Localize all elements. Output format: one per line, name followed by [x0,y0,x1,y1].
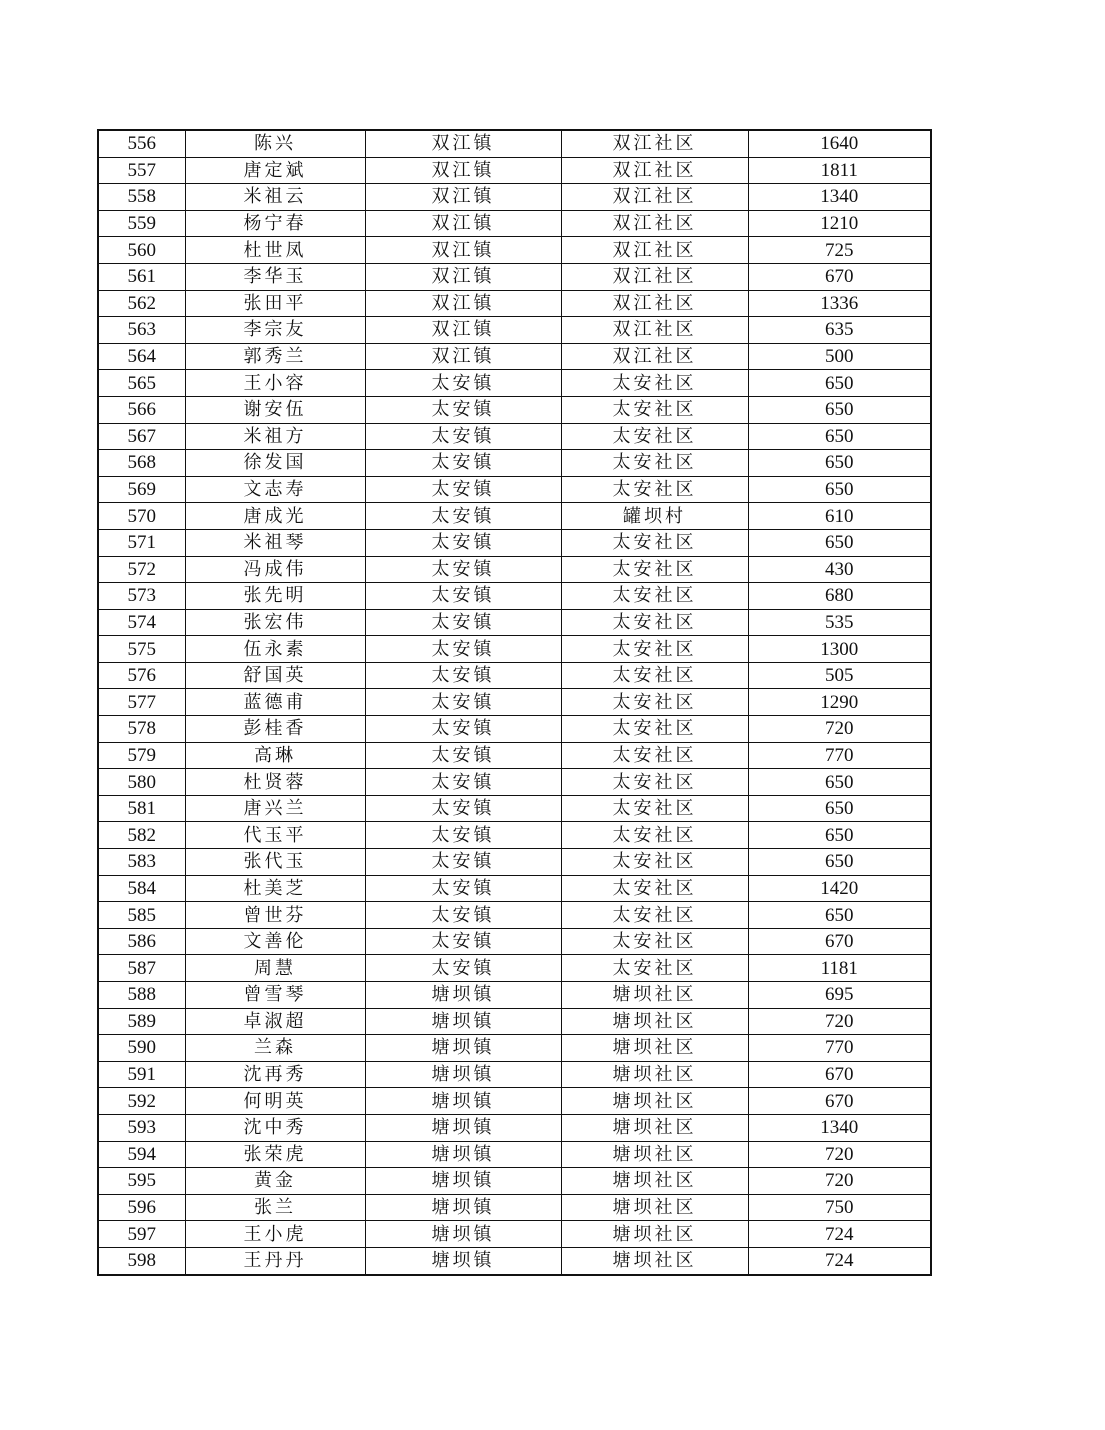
community-cell: 太安社区 [561,742,748,769]
row-number-cell: 577 [98,689,185,716]
town-cell: 双江镇 [365,157,561,184]
row-number-cell: 561 [98,263,185,290]
row-number-cell: 565 [98,370,185,397]
table-row [98,184,931,211]
table-row [98,1008,931,1035]
town-cell: 塘坝镇 [365,1008,561,1035]
community-cell: 太安社区 [561,928,748,955]
amount-cell: 505 [748,662,931,689]
row-number-cell: 556 [98,130,185,157]
town-cell: 塘坝镇 [365,1247,561,1274]
person-name-cell: 张田平 [185,290,365,317]
community-cell: 塘坝社区 [561,982,748,1009]
community-cell: 太安社区 [561,769,748,796]
person-name-cell: 黄金 [185,1168,365,1195]
row-number-cell: 581 [98,795,185,822]
person-name-cell: 唐成光 [185,503,365,530]
table-row [98,450,931,477]
town-cell: 塘坝镇 [365,1141,561,1168]
community-cell: 双江社区 [561,130,748,157]
amount-cell: 1640 [748,130,931,157]
row-number-cell: 562 [98,290,185,317]
row-number-cell: 589 [98,1008,185,1035]
town-cell: 塘坝镇 [365,1088,561,1115]
town-cell: 太安镇 [365,689,561,716]
row-number-cell: 560 [98,237,185,264]
town-cell: 太安镇 [365,450,561,477]
amount-cell: 650 [748,529,931,556]
amount-cell: 724 [748,1247,931,1274]
amount-cell: 770 [748,1035,931,1062]
person-name-cell: 兰森 [185,1035,365,1062]
table-row [98,317,931,344]
table-row [98,157,931,184]
row-number-cell: 559 [98,210,185,237]
amount-cell: 670 [748,1061,931,1088]
table-body [98,130,931,1275]
town-cell: 太安镇 [365,742,561,769]
town-cell: 塘坝镇 [365,1035,561,1062]
person-name-cell: 文志寿 [185,476,365,503]
table-row [98,210,931,237]
table-row [98,237,931,264]
table-row [98,742,931,769]
table-row [98,849,931,876]
table-row [98,1168,931,1195]
row-number-cell: 586 [98,928,185,955]
table-row [98,689,931,716]
community-cell: 太安社区 [561,875,748,902]
community-cell: 太安社区 [561,609,748,636]
town-cell: 双江镇 [365,317,561,344]
town-cell: 双江镇 [365,263,561,290]
row-number-cell: 578 [98,716,185,743]
row-number-cell: 593 [98,1114,185,1141]
table-row [98,928,931,955]
town-cell: 太安镇 [365,902,561,929]
town-cell: 太安镇 [365,476,561,503]
person-name-cell: 杜世凤 [185,237,365,264]
town-cell: 太安镇 [365,556,561,583]
community-cell: 太安社区 [561,636,748,663]
community-cell: 太安社区 [561,849,748,876]
row-number-cell: 570 [98,503,185,530]
community-cell: 太安社区 [561,662,748,689]
person-name-cell: 杨宁春 [185,210,365,237]
person-name-cell: 沈中秀 [185,1114,365,1141]
person-name-cell: 米祖云 [185,184,365,211]
row-number-cell: 591 [98,1061,185,1088]
person-name-cell: 杜美芝 [185,875,365,902]
amount-cell: 650 [748,822,931,849]
amount-cell: 750 [748,1194,931,1221]
community-cell: 塘坝社区 [561,1141,748,1168]
person-name-cell: 周慧 [185,955,365,982]
row-number-cell: 573 [98,583,185,610]
community-cell: 塘坝社区 [561,1247,748,1274]
person-name-cell: 李华玉 [185,263,365,290]
amount-cell: 724 [748,1221,931,1248]
table-row [98,982,931,1009]
row-number-cell: 567 [98,423,185,450]
row-number-cell: 575 [98,636,185,663]
person-name-cell: 何明英 [185,1088,365,1115]
community-cell: 塘坝社区 [561,1194,748,1221]
person-name-cell: 唐定斌 [185,157,365,184]
town-cell: 塘坝镇 [365,1061,561,1088]
community-cell: 双江社区 [561,263,748,290]
table-row [98,423,931,450]
table-row [98,130,931,157]
amount-cell: 1300 [748,636,931,663]
table-row [98,529,931,556]
town-cell: 太安镇 [365,955,561,982]
town-cell: 太安镇 [365,609,561,636]
amount-cell: 1210 [748,210,931,237]
community-cell: 太安社区 [561,689,748,716]
town-cell: 太安镇 [365,503,561,530]
table-row [98,1035,931,1062]
town-cell: 双江镇 [365,184,561,211]
person-name-cell: 米祖琴 [185,529,365,556]
amount-cell: 770 [748,742,931,769]
community-cell: 太安社区 [561,396,748,423]
amount-cell: 720 [748,1168,931,1195]
person-name-cell: 舒国英 [185,662,365,689]
person-name-cell: 唐兴兰 [185,795,365,822]
row-number-cell: 596 [98,1194,185,1221]
table-row [98,662,931,689]
person-name-cell: 张荣虎 [185,1141,365,1168]
person-name-cell: 陈兴 [185,130,365,157]
town-cell: 塘坝镇 [365,1221,561,1248]
row-number-cell: 594 [98,1141,185,1168]
row-number-cell: 576 [98,662,185,689]
amount-cell: 720 [748,1008,931,1035]
community-cell: 塘坝社区 [561,1221,748,1248]
row-number-cell: 572 [98,556,185,583]
row-number-cell: 564 [98,343,185,370]
town-cell: 太安镇 [365,928,561,955]
person-name-cell: 蓝德甫 [185,689,365,716]
row-number-cell: 585 [98,902,185,929]
table-row [98,769,931,796]
person-name-cell: 冯成伟 [185,556,365,583]
amount-cell: 650 [748,849,931,876]
town-cell: 太安镇 [365,875,561,902]
table-row [98,636,931,663]
town-cell: 太安镇 [365,636,561,663]
amount-cell: 670 [748,1088,931,1115]
town-cell: 太安镇 [365,769,561,796]
town-cell: 塘坝镇 [365,982,561,1009]
community-cell: 双江社区 [561,184,748,211]
amount-cell: 650 [748,396,931,423]
amount-cell: 635 [748,317,931,344]
community-cell: 塘坝社区 [561,1114,748,1141]
row-number-cell: 582 [98,822,185,849]
table-row [98,263,931,290]
community-cell: 太安社区 [561,716,748,743]
table-row [98,1061,931,1088]
amount-cell: 650 [748,423,931,450]
row-number-cell: 558 [98,184,185,211]
town-cell: 塘坝镇 [365,1114,561,1141]
person-name-cell: 高琳 [185,742,365,769]
community-cell: 塘坝社区 [561,1008,748,1035]
amount-cell: 680 [748,583,931,610]
amount-cell: 535 [748,609,931,636]
row-number-cell: 595 [98,1168,185,1195]
row-number-cell: 574 [98,609,185,636]
row-number-cell: 571 [98,529,185,556]
person-name-cell: 谢安伍 [185,396,365,423]
row-number-cell: 580 [98,769,185,796]
table-row [98,902,931,929]
row-number-cell: 587 [98,955,185,982]
community-cell: 太安社区 [561,476,748,503]
table-row [98,1221,931,1248]
community-cell: 双江社区 [561,157,748,184]
town-cell: 塘坝镇 [365,1194,561,1221]
person-name-cell: 张先明 [185,583,365,610]
amount-cell: 650 [748,795,931,822]
amount-cell: 1811 [748,157,931,184]
row-number-cell: 566 [98,396,185,423]
town-cell: 双江镇 [365,237,561,264]
table-row [98,1114,931,1141]
row-number-cell: 563 [98,317,185,344]
community-cell: 塘坝社区 [561,1088,748,1115]
community-cell: 太安社区 [561,450,748,477]
community-cell: 塘坝社区 [561,1035,748,1062]
community-cell: 塘坝社区 [561,1061,748,1088]
community-cell: 双江社区 [561,343,748,370]
town-cell: 太安镇 [365,370,561,397]
amount-cell: 670 [748,263,931,290]
amount-cell: 1340 [748,184,931,211]
table-row [98,1088,931,1115]
amount-cell: 720 [748,716,931,743]
amount-cell: 725 [748,237,931,264]
community-cell: 太安社区 [561,583,748,610]
table-row [98,1141,931,1168]
row-number-cell: 569 [98,476,185,503]
table-row [98,343,931,370]
community-cell: 双江社区 [561,237,748,264]
row-number-cell: 592 [98,1088,185,1115]
community-cell: 太安社区 [561,822,748,849]
town-cell: 太安镇 [365,822,561,849]
data-table [97,129,932,1276]
table-row [98,476,931,503]
community-cell: 塘坝社区 [561,1168,748,1195]
amount-cell: 670 [748,928,931,955]
community-cell: 双江社区 [561,290,748,317]
person-name-cell: 曾雪琴 [185,982,365,1009]
person-name-cell: 王小虎 [185,1221,365,1248]
town-cell: 太安镇 [365,662,561,689]
person-name-cell: 卓淑超 [185,1008,365,1035]
person-name-cell: 文善伦 [185,928,365,955]
table-row [98,822,931,849]
town-cell: 太安镇 [365,849,561,876]
amount-cell: 695 [748,982,931,1009]
row-number-cell: 579 [98,742,185,769]
person-name-cell: 代玉平 [185,822,365,849]
row-number-cell: 583 [98,849,185,876]
town-cell: 双江镇 [365,210,561,237]
row-number-cell: 568 [98,450,185,477]
person-name-cell: 王小容 [185,370,365,397]
town-cell: 塘坝镇 [365,1168,561,1195]
community-cell: 太安社区 [561,795,748,822]
table-row [98,1247,931,1274]
town-cell: 双江镇 [365,130,561,157]
community-cell: 太安社区 [561,556,748,583]
row-number-cell: 598 [98,1247,185,1274]
person-name-cell: 杜贤蓉 [185,769,365,796]
community-cell: 罐坝村 [561,503,748,530]
community-cell: 太安社区 [561,529,748,556]
table-row [98,370,931,397]
amount-cell: 650 [748,476,931,503]
amount-cell: 650 [748,370,931,397]
community-cell: 双江社区 [561,317,748,344]
person-name-cell: 曾世芬 [185,902,365,929]
row-number-cell: 557 [98,157,185,184]
table-row [98,795,931,822]
community-cell: 太安社区 [561,955,748,982]
amount-cell: 1340 [748,1114,931,1141]
amount-cell: 1181 [748,955,931,982]
person-name-cell: 王丹丹 [185,1247,365,1274]
table-row [98,875,931,902]
community-cell: 双江社区 [561,210,748,237]
person-name-cell: 伍永素 [185,636,365,663]
amount-cell: 650 [748,450,931,477]
amount-cell: 720 [748,1141,931,1168]
community-cell: 太安社区 [561,423,748,450]
table-row [98,583,931,610]
amount-cell: 1420 [748,875,931,902]
table-row [98,503,931,530]
table-row [98,290,931,317]
row-number-cell: 590 [98,1035,185,1062]
amount-cell: 430 [748,556,931,583]
town-cell: 双江镇 [365,290,561,317]
person-name-cell: 彭桂香 [185,716,365,743]
row-number-cell: 588 [98,982,185,1009]
person-name-cell: 张兰 [185,1194,365,1221]
table-row [98,955,931,982]
table-row [98,716,931,743]
person-name-cell: 米祖方 [185,423,365,450]
amount-cell: 1290 [748,689,931,716]
table-row [98,556,931,583]
table-row [98,609,931,636]
person-name-cell: 徐发国 [185,450,365,477]
community-cell: 太安社区 [561,902,748,929]
person-name-cell: 李宗友 [185,317,365,344]
table-row [98,396,931,423]
table-row [98,1194,931,1221]
amount-cell: 610 [748,503,931,530]
town-cell: 双江镇 [365,343,561,370]
amount-cell: 650 [748,902,931,929]
row-number-cell: 584 [98,875,185,902]
town-cell: 太安镇 [365,795,561,822]
town-cell: 太安镇 [365,529,561,556]
town-cell: 太安镇 [365,583,561,610]
amount-cell: 650 [748,769,931,796]
person-name-cell: 张代玉 [185,849,365,876]
amount-cell: 1336 [748,290,931,317]
person-name-cell: 沈再秀 [185,1061,365,1088]
person-name-cell: 张宏伟 [185,609,365,636]
town-cell: 太安镇 [365,716,561,743]
community-cell: 太安社区 [561,370,748,397]
row-number-cell: 597 [98,1221,185,1248]
town-cell: 太安镇 [365,396,561,423]
person-name-cell: 郭秀兰 [185,343,365,370]
amount-cell: 500 [748,343,931,370]
town-cell: 太安镇 [365,423,561,450]
